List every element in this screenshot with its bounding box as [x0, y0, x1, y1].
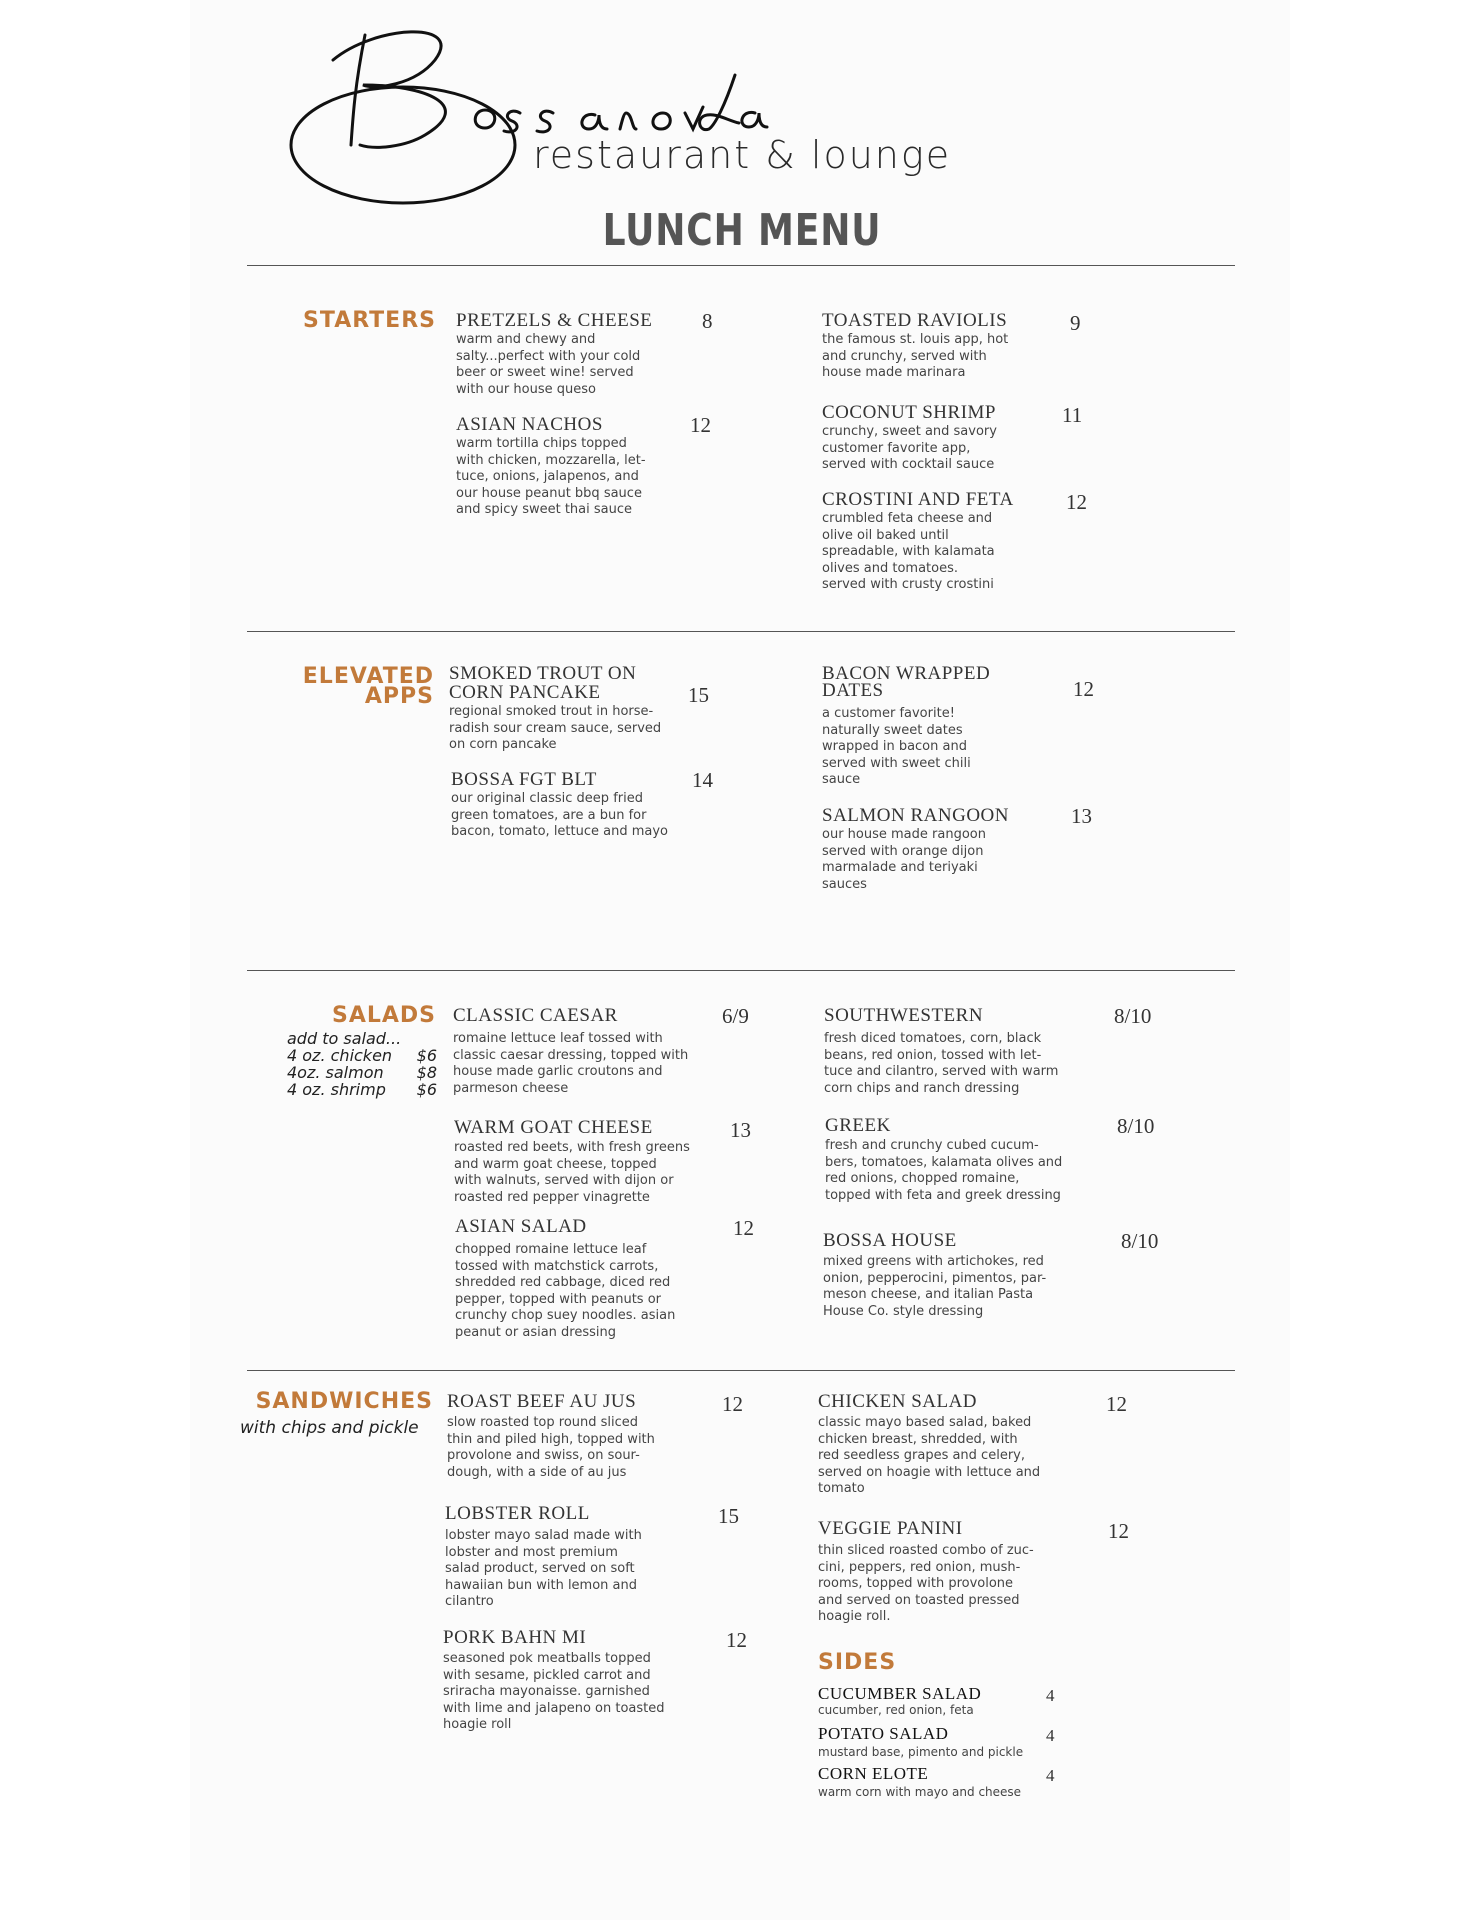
addon-row	[287, 1047, 437, 1064]
item-price: 11	[1062, 403, 1083, 427]
item-price: 13	[1071, 804, 1092, 828]
side-item	[818, 1684, 981, 1717]
item-price: 14	[692, 768, 713, 792]
item-description: regional smoked trout in horse- radish sour cream sauce, served on corn pancake	[449, 704, 662, 752]
item-name: ASIAN NACHOS	[456, 414, 603, 435]
section-heading-salads: SALADS	[331, 1003, 436, 1028]
item-price: 4	[1046, 1726, 1055, 1745]
salad-addons	[287, 1030, 437, 1098]
item-description: mixed greens with artichokes, red onion, pepperocini, pimentos, par- meson cheese, and italian Pasta House Co. style dressing	[823, 1254, 1047, 1319]
item-name: LOBSTER ROLL	[445, 1503, 590, 1524]
divider	[247, 265, 1235, 266]
item-description: mustard base, pimento and pickle	[818, 1745, 1024, 1759]
menu-item	[823, 1231, 1046, 1320]
logo-tagline: restaurant & lounge	[533, 133, 952, 177]
menu-item	[453, 1006, 688, 1097]
addons-title: add to salad...	[287, 1029, 402, 1048]
item-name: CROSTINI AND FETA	[822, 489, 1014, 510]
section-heading-elevated-apps	[302, 664, 434, 709]
item-name: WARM GOAT CHEESE	[454, 1117, 653, 1138]
divider	[247, 631, 1235, 632]
addon-item: 4 oz. chicken	[287, 1046, 393, 1065]
item-price: 12	[1106, 1392, 1127, 1416]
addon-price: $8	[416, 1063, 437, 1082]
item-name: POTATO SALAD	[818, 1724, 949, 1743]
item-name: TOASTED RAVIOLIS	[822, 310, 1008, 331]
section-heading-sandwiches: SANDWICHES	[255, 1389, 433, 1414]
menu-item	[818, 1519, 1034, 1626]
menu-item	[824, 1006, 1058, 1097]
item-description: warm tortilla chips topped with chicken, mozzarella, let- tuce, onions, jalapenos, and our house peanut bbq sauce and spicy sweet thai sauce	[456, 436, 646, 517]
item-price: 6/9	[722, 1004, 749, 1028]
menu-item	[447, 1392, 655, 1481]
item-description: warm corn with mayo and cheese	[818, 1785, 1022, 1799]
item-description: seasoned pok meatballs topped with sesame, pickled carrot and sriracha mayonaisse. garnished with lime and jalapeno on toasted hoagie roll	[443, 1651, 665, 1732]
section-heading-line: ELEVATED	[302, 664, 434, 689]
side-item	[818, 1764, 1021, 1799]
item-name-line: DATES	[822, 680, 884, 701]
menu-item	[822, 664, 990, 789]
item-name: CHICKEN SALAD	[818, 1391, 978, 1412]
item-name: CORN ELOTE	[818, 1764, 929, 1783]
item-name: PORK BAHN MI	[443, 1627, 587, 1648]
item-price: 13	[730, 1118, 751, 1142]
item-description: crunchy, sweet and savory customer favorite app, served with cocktail sauce	[822, 424, 997, 472]
item-price: 8	[702, 309, 713, 333]
item-description: fresh diced tomatoes, corn, black beans, red onion, tossed with let- tuce and cilantro, served with warm corn chips and ranch dressing	[824, 1031, 1059, 1096]
item-price: 8/10	[1117, 1114, 1155, 1138]
menu-item	[825, 1116, 1062, 1204]
menu-item	[443, 1628, 665, 1734]
menu-item	[456, 311, 652, 398]
item-description: classic mayo based salad, baked chicken breast, shredded, with red seedless grapes and celery, served on hoagie with lettuce and tomato	[818, 1415, 1041, 1496]
item-description: crumbled feta cheese and olive oil baked until spreadable, with kalamata olives and tomatoes. served with crusty crostini	[822, 511, 995, 592]
menu-item	[451, 770, 668, 841]
item-name: ROAST BEEF AU JUS	[447, 1391, 637, 1412]
item-name: GREEK	[825, 1115, 891, 1136]
side-item	[818, 1724, 1023, 1759]
item-name: COCONUT SHRIMP	[822, 402, 996, 423]
menu-item	[445, 1504, 642, 1611]
menu-item	[449, 664, 661, 754]
menu-item	[456, 415, 646, 519]
menu-item	[818, 1392, 1040, 1498]
item-price: 8/10	[1121, 1229, 1159, 1253]
bossanova-logo	[285, 15, 975, 215]
item-price: 12	[690, 413, 711, 437]
section-heading-starters: STARTERS	[303, 308, 436, 333]
item-description: lobster mayo salad made with lobster and most premium salad product, served on soft hawaiian bun with lemon and cilantro	[445, 1528, 642, 1609]
item-description: warm and chewy and salty...perfect with your cold beer or sweet wine! served with our house queso	[456, 332, 641, 397]
addon-row	[287, 1081, 437, 1098]
item-description: a customer favorite! naturally sweet dates wrapped in bacon and served with sweet chili sauce	[822, 706, 971, 787]
item-name: SALMON RANGOON	[822, 805, 1009, 826]
item-price: 12	[1066, 490, 1087, 514]
section-heading-line: APPS	[364, 684, 434, 709]
item-price: 12	[733, 1216, 754, 1240]
item-name: CUCUMBER SALAD	[818, 1684, 982, 1703]
menu-item	[822, 311, 1008, 382]
item-description: thin sliced roasted combo of zuc- cini, peppers, red onion, mush- rooms, topped with provolone and served on toasted pressed hoagie roll.	[818, 1543, 1034, 1624]
menu-item	[822, 403, 997, 474]
item-name: CLASSIC CAESAR	[453, 1005, 618, 1026]
script-wordmark	[285, 15, 975, 215]
addon-item: 4 oz. shrimp	[287, 1080, 386, 1099]
item-description: fresh and crunchy cubed cucum- bers, tomatoes, kalamata olives and red onions, chopped romaine, topped with feta and greek dressing	[825, 1138, 1063, 1203]
item-description: cucumber, red onion, feta	[818, 1703, 974, 1717]
item-name-line: CORN PANCAKE	[449, 682, 601, 703]
item-description: chopped romaine lettuce leaf tossed with matchstick carrots, shredded red cabbage, diced red pepper, topped with peanuts or crunchy chop suey noodles. asian peanut or asian dressing	[455, 1242, 676, 1340]
addon-price: $6	[416, 1046, 437, 1065]
item-price: 4	[1046, 1686, 1055, 1705]
addon-row	[287, 1064, 437, 1081]
item-price: 12	[722, 1392, 743, 1416]
addon-price: $6	[416, 1080, 437, 1099]
item-name: ASIAN SALAD	[455, 1216, 587, 1237]
item-price: 12	[1073, 677, 1094, 701]
item-price: 8/10	[1114, 1004, 1152, 1028]
item-description: our house made rangoon served with orange dijon marmalade and teriyaki sauces	[822, 827, 986, 892]
item-description: roasted red beets, with fresh greens and warm goat cheese, topped with walnuts, served with dijon or roasted red pepper vinagrette	[454, 1140, 690, 1205]
item-description: slow roasted top round sliced thin and piled high, topped with provolone and swiss, on sour- dough, with a side of au jus	[447, 1415, 655, 1480]
menu-item	[455, 1217, 675, 1341]
item-description: our original classic deep fried green tomatoes, are a bun for bacon, tomato, lettuce and mayo	[451, 791, 669, 839]
menu-item	[822, 806, 1009, 893]
item-name: VEGGIE PANINI	[818, 1518, 963, 1539]
menu-item	[454, 1118, 690, 1206]
divider	[247, 970, 1235, 971]
item-name-line: BACON WRAPPED	[822, 663, 991, 684]
item-price: 12	[726, 1628, 747, 1652]
item-price: 15	[718, 1504, 739, 1528]
item-description: romaine lettuce leaf tossed with classic caesar dressing, topped with house made garlic croutons and parmeson cheese	[453, 1031, 689, 1096]
divider	[247, 1370, 1235, 1371]
item-description: the famous st. louis app, hot and crunchy, served with house made marinara	[822, 332, 1009, 380]
sandwiches-subtitle: with chips and pickle	[240, 1418, 419, 1438]
item-name: BOSSA FGT BLT	[451, 769, 597, 790]
menu-item	[822, 490, 1014, 594]
addon-item: 4oz. salmon	[287, 1063, 384, 1082]
item-name: SOUTHWESTERN	[824, 1005, 984, 1026]
page-title: LUNCH MENU	[602, 205, 882, 256]
item-price: 4	[1046, 1766, 1055, 1785]
item-name-line: SMOKED TROUT ON	[449, 663, 637, 684]
item-price: 12	[1108, 1519, 1129, 1543]
section-heading-sides: SIDES	[818, 1650, 897, 1675]
item-price: 9	[1070, 311, 1081, 335]
item-price: 15	[688, 683, 709, 707]
item-name: PRETZELS & CHEESE	[456, 310, 653, 331]
item-name: BOSSA HOUSE	[823, 1230, 957, 1251]
